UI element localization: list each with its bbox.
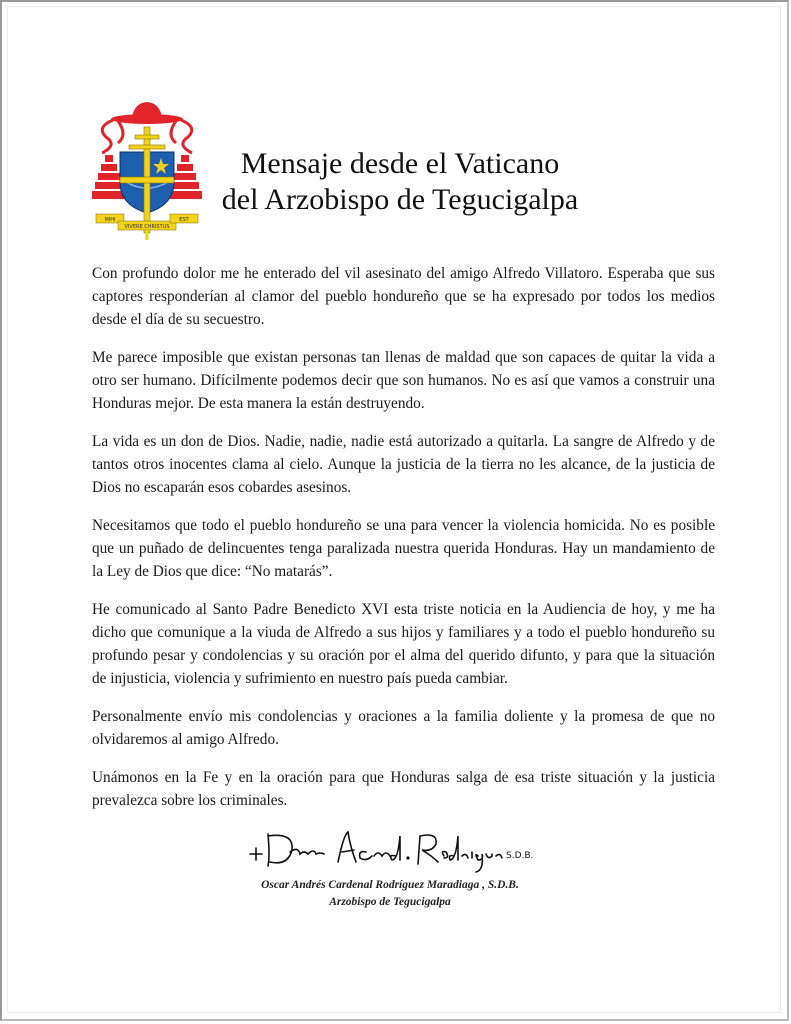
paragraph: La vida es un don de Dios. Nadie, nadie, nadie está autorizado a quitarla. La sangre de Alfredo y de tantos otros inocentes clama al cielo. Aunque la justicia de la tierra no les alcance, de la justicia de Dios no escaparán esos cobardes asesinos. <box>92 433 715 496</box>
document-title <box>200 146 600 218</box>
paragraph: Con profundo dolor me he enterado del vil asesinato del amigo Alfredo Villatoro. Esperaba que sus captores responderían al clamor del pueblo hondureño que se ha expresado por todos los medios desde el día de su secuestro. <box>92 265 715 328</box>
title-line-2: del Arzobispo de Tegucigalpa <box>221 183 579 216</box>
motto-left: MIHI <box>104 217 116 223</box>
paragraph: He comunicado al Santo Padre Benedicto XVI esta triste noticia en la Audiencia de hoy, y me ha dicho que comunique a la viuda de Alfredo a sus hijos y familiares y a todo el pueblo hondureño su profundo pesar y condolencias y su oración por el alma del querido difunto, y para que la situación de injusticia, violencia y sufrimiento en nuestro país pueda cambiar. <box>92 601 715 687</box>
signatory-name: Oscar Andrés Cardenal Rodríguez Maradiaga , S.D.B. <box>261 879 519 891</box>
paragraph: Unámonos en la Fe y en la oración para que Honduras salga de esa triste situación y la justicia prevalezca sobre los criminales. <box>92 769 715 809</box>
archiepiscopal-cross <box>120 127 174 233</box>
motto-right: EST <box>179 217 189 223</box>
svg-text:S.D.B.: S.D.B. <box>506 851 534 861</box>
motto-center: VIVERE CHRISTUS <box>124 224 170 230</box>
signature-block <box>230 877 550 911</box>
signatory-role: Arzobispo de Tegucigalpa <box>329 896 451 908</box>
paragraph: Me parece imposible que existan personas tan llenas de maldad que son capaces de quitar la vida a otro ser humano. Difícilmente podemos decir que son humanos. No es así que vamos a construir una Honduras mejor. De esta manera la están destruyendo. <box>92 349 715 412</box>
cardinal-hat-crown <box>132 102 162 118</box>
title-line-1: Mensaje desde el Vaticano <box>240 147 560 180</box>
handwritten-signature <box>248 826 538 874</box>
paragraph: Personalmente envío mis condolencias y oraciones a la familia doliente y la promesa de que no olvidaremos al amigo Alfredo. <box>92 708 715 748</box>
coat-of-arms-icon <box>88 97 206 242</box>
paragraph: Necesitamos que todo el pueblo hondureño se una para vencer la violencia homicida. No es posible que un puñado de delincuentes tenga paralizada nuestra querida Honduras. Hay un mandamiento de la Ley de Dios que dice: “No matarás”. <box>92 517 715 580</box>
letter-body <box>92 262 715 827</box>
